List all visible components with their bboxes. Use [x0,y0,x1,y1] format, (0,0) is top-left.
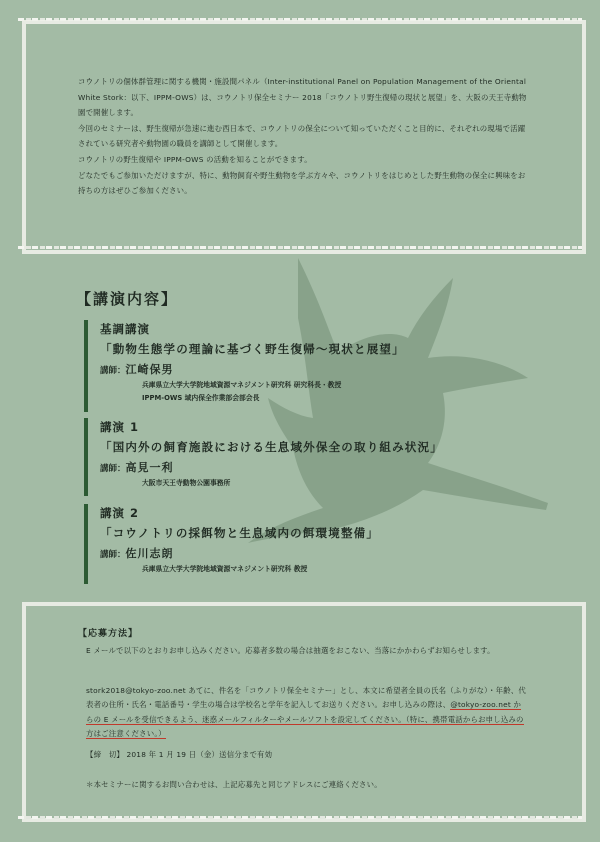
speaker-name: 高見一利 [125,461,174,474]
accent-bar [84,320,88,412]
apply-text-intro: stork2018@tokyo-zoo.net あてに、件名を「コウノトリ保全セミナー」とし、本文に希望者全員の氏名（ふりがな）・年齢、代表者の住所・氏名・電話番号・学生の場合は学校名と学年を記入してお送りください。お申し込みの際は、 [86,686,527,710]
contact-note-text: ＊本セミナーに関するお問い合わせは、上記応募先と同じアドレスにご連絡ください。 [86,780,382,789]
apply-paragraph-1 [86,644,526,658]
speaker-prefix: 講師： [100,550,126,560]
apply-text: E メールで以下のとおりお申し込みください。応募者多数の場合は抽選をおこない、当落にかかわらずお知らせします。 [86,646,495,655]
talk-title: 「動物生態学の理論に基づく野生復帰〜現状と展望」 [100,342,405,356]
talk-keynote [84,320,554,405]
speaker-prefix: 講師： [100,366,126,376]
frame-edge-bottom [18,816,582,819]
talk-title: 「国内外の飼育施設における生息域外保全の取り組み状況」 [100,440,443,454]
speaker-prefix: 講師： [100,464,126,474]
apply-paragraph-2 [86,684,526,742]
intro-text [78,74,528,199]
talk-heading: 講演 2 [100,506,140,520]
speaker-affiliation: 兵庫県立大学大学院地域資源マネジメント研究科 教授 [142,565,308,573]
speaker [100,546,554,563]
apply-text-underlined: @tokyo-zoo.net からの E メールを受信できるよう、迷惑メールフィルターやメールソフトを設定してください。（特に、携帯電話からお申し込みの方はご注意ください。） [86,700,524,739]
frame-edge-divider [18,246,582,249]
talk-2 [84,504,554,576]
intro-paragraph: 今回のセミナーは、野生復帰が急速に進む西日本で、コウノトリの保全について知っていただくこと目的に、それぞれの現場で活躍されている研究者や動物園の職員を講師として開催します。 [78,123,526,149]
contact-note [86,778,526,792]
section-title: 【講演内容】 [76,290,179,308]
talk-heading: 講演 1 [100,420,140,434]
apply-text [86,684,526,742]
speaker-name: 江崎保男 [125,363,174,376]
talk-title: 「コウノトリの採餌物と生息域内の餌環境整備」 [100,526,380,540]
talk-heading: 基調講演 [100,322,150,336]
intro-paragraph: コウノトリの個体群管理に関する機関・施設間パネル（Inter-institutional Panel on Population Management of the Oriental White Stork：以下、IPPM-OWS）は、コウノトリ保全セミナー 2018「コウノトリ野生復帰の現状と展望」を、大阪の天王寺動物園で開催します。 [78,77,527,118]
talk-1 [84,418,554,490]
speaker-affiliation: IPPM-OWS 域内保全作業部会部会長 [142,394,260,402]
intro-paragraph: コウノトリの野生復帰や IPPM-OWS の活動を知ることができます。 [78,154,312,164]
speaker [100,460,554,477]
intro-paragraph: どなたでもご参加いただけますが、特に、動物飼育や野生動物を学ぶ方々や、コウノトリをはじめとした野生動物の保全に興味をお持ちの方はぜひご参加ください。 [78,170,526,196]
speaker-name: 佐川志朗 [125,547,174,560]
speaker [100,362,554,379]
speaker-affiliation: 大阪市天王寺動物公園事務所 [142,479,231,487]
accent-bar [84,418,88,496]
deadline-text: 【締 切】 2018 年 1 月 19 日（金）送信分まで有効 [86,750,273,759]
apply-title: 【応募方法】 [78,629,139,639]
accent-bar [84,504,88,584]
deadline [86,748,526,762]
speaker-affiliation: 兵庫県立大学大学院地域資源マネジメント研究科 研究科長・教授 [142,381,342,389]
